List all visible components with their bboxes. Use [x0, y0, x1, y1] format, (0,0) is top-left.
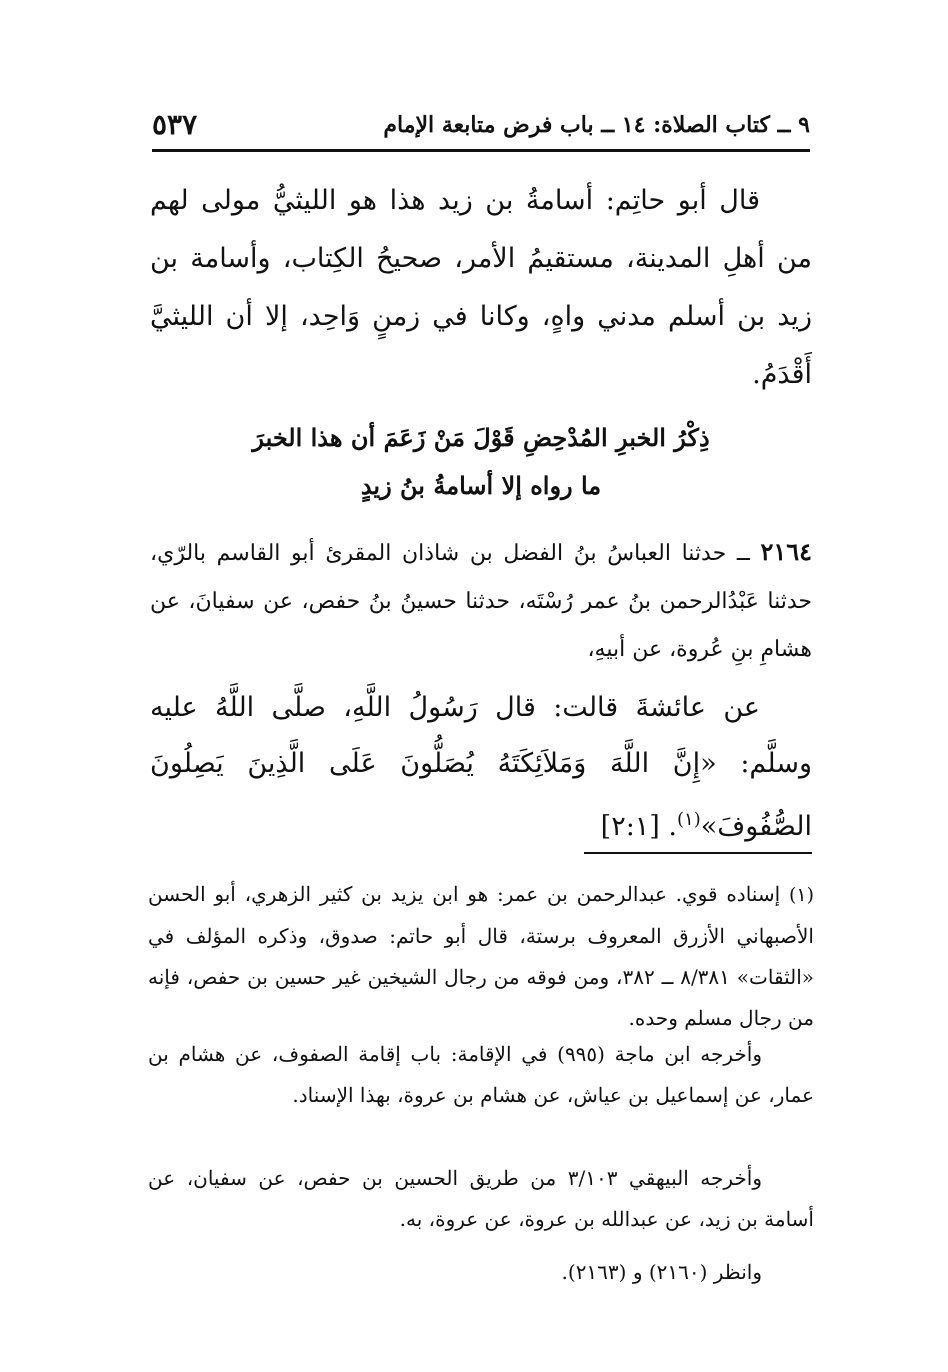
- footnote-separator: [584, 852, 812, 854]
- footnote-1-text: إسناده قوي. عبدالرحمن بن عمر: هو ابن يزيد بن كثير الزهري، أبو الحسن الأصبهاني الأزرق المعروف برستة، قال أبو حاتم: صدوق، وذكره المؤلف في «الثقات» ٨/٣٨١ ــ ٣٨٢، ومن فوقه من رجال الشيخين غير حسين بن حفص، فإنه من رجال مسلم وحده.: [148, 882, 814, 1030]
- running-header: [152, 106, 810, 146]
- header-rule: [152, 149, 810, 152]
- hadith-matn-paragraph: [150, 680, 812, 855]
- chapter-heading-line-2: ما رواه إلا أسامةُ بنُ زيدٍ: [360, 471, 602, 500]
- paragraph-abu-hatim: قال أبو حاتِم: أسامةُ بن زيد هذا هو الليثيُّ مولى لهم من أهلِ المدينة، مستقيمُ الأمر، صحيحُ الكِتاب، وأسامة بن زيد بن أسلم مدني واهٍ، وكانا في زمنٍ وَاحِد، إلا أن الليثيَّ أَقْدَمُ.: [150, 185, 812, 390]
- chapter-heading-line-1: ذِكْرُ الخبرِ المُدْحِضِ قَوْلَ مَنْ زَعَمَ أن هذا الخبرَ: [252, 423, 710, 452]
- hadith-isnad: ــ حدثنا العباسُ بنُ الفضل بن شاذان المقرئ أبو القاسم بالرّي، حدثنا عَبْدُالرحمن بنُ عمر رُسْتَه، حدثنا حسينُ بنُ حفص، عن سفيانَ، عن هشامِ بنِ عُروة، عن أبيهِ،: [150, 541, 812, 662]
- hadith-isnad-paragraph: [150, 528, 812, 674]
- footnote-bayhaqi: وأخرجه البيهقي ٣/١٠٣ من طريق الحسين بن حفص، عن سفيان، عن أسامة بن زيد، عن عبدالله بن عروة، عن عروة، به.: [148, 1166, 814, 1231]
- footnote-1: [148, 874, 814, 1039]
- footnote-reference: (١): [677, 809, 701, 830]
- hadith-classification: . [٢:١]: [600, 811, 677, 842]
- footnote-see-also: وانظر (٢١٦٠) و (٢١٦٣).: [561, 1260, 762, 1284]
- footnote-ibn-majah: وأخرجه ابن ماجة (٩٩٥) في الإقامة: باب إقامة الصفوف، عن هشام بن عمار، عن إسماعيل بن عياش، عن هشام بن عروة، بهذا الإسناد.: [148, 1042, 814, 1107]
- hadith-number: ٢١٦٤: [760, 537, 812, 566]
- running-title: ٩ ــ كتاب الصلاة: ١٤ ــ باب فرض متابعة الإمام: [383, 112, 810, 138]
- page-number: ٥٣٧: [152, 108, 198, 141]
- hadith-matn: عن عائشةَ قالت: قال رَسُولُ اللَّهِ، صلَّى اللَّهُ عليه وسلَّم: «إِنَّ اللَّهَ وَمَلاَئِكَتَهُ يُصَلُّونَ عَلَى الَّذِينَ يَصِلُونَ الصُّفُوفَ»: [150, 692, 812, 842]
- footnote-1-marker: (١): [788, 884, 814, 906]
